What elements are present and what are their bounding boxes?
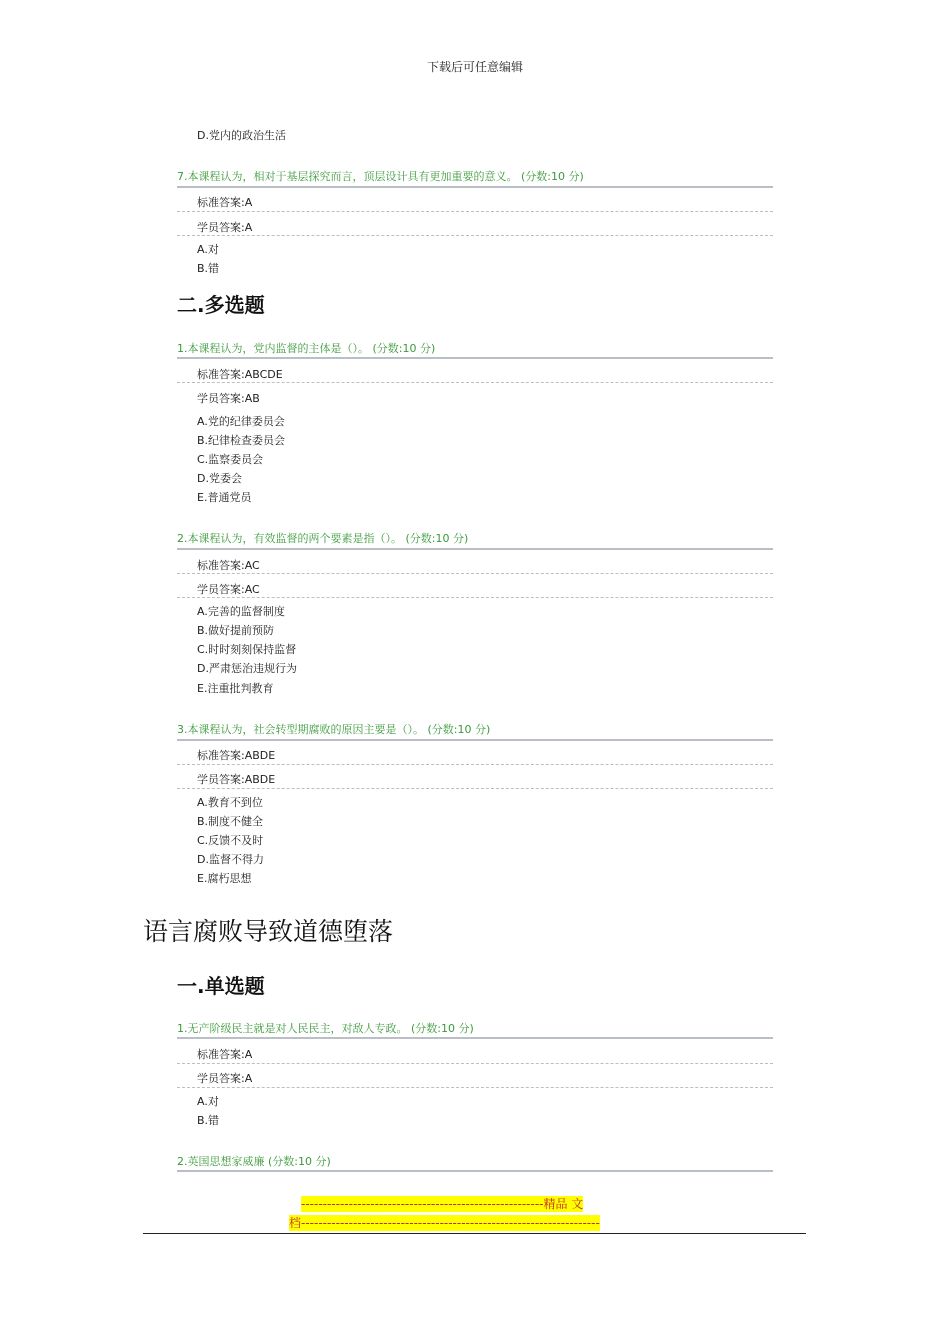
option-e: E.注重批判教育 xyxy=(197,682,274,695)
dashed-divider xyxy=(177,1087,773,1088)
divider xyxy=(177,357,773,359)
option-d: D.党委会 xyxy=(197,472,242,485)
student-answer: 学员答案:AC xyxy=(197,583,260,596)
option-d: D.监督不得力 xyxy=(197,853,264,866)
dashed-divider xyxy=(177,597,773,598)
option-b: B.错 xyxy=(197,262,220,275)
dashed-divider xyxy=(177,235,773,236)
standard-answer: 标准答案:ABCDE xyxy=(197,368,283,381)
footer-rule xyxy=(143,1233,806,1234)
divider xyxy=(177,739,773,741)
question-title: 1.无产阶级民主就是对人民民主，对敌人专政。 (分数:10 分) xyxy=(177,1022,474,1035)
student-answer: 学员答案:A xyxy=(197,221,253,234)
student-answer: 学员答案:A xyxy=(197,1072,253,1085)
option-b: B.做好提前预防 xyxy=(197,624,275,637)
divider xyxy=(177,186,773,188)
section-heading-multi: 二.多选题 xyxy=(177,293,265,317)
dashed-divider xyxy=(177,573,773,574)
student-answer: 学员答案:ABDE xyxy=(197,773,276,786)
option-e: E.腐朽思想 xyxy=(197,872,252,885)
question-title: 3.本课程认为，社会转型期腐败的原因主要是（）。 (分数:10 分) xyxy=(177,723,491,736)
question-title: 1.本课程认为，党内监督的主体是（）。 (分数:10 分) xyxy=(177,342,436,355)
option-c: C.反馈不及时 xyxy=(197,834,264,847)
dashed-divider xyxy=(177,764,773,765)
option-a: A.完善的监督制度 xyxy=(197,605,285,618)
question-title: 7.本课程认为，相对于基层探究而言，顶层设计具有更加重要的意义。 (分数:10 分) xyxy=(177,170,584,183)
dashed-divider xyxy=(177,382,773,383)
option-d: D.严肃惩治违规行为 xyxy=(197,662,297,675)
standard-answer: 标准答案:AC xyxy=(197,559,260,572)
footer-watermark-line2: 档--------------------------------------------------------------------- xyxy=(289,1216,600,1230)
dashed-divider xyxy=(177,1063,773,1064)
question-title: 2.英国思想家威廉 (分数:10 分) xyxy=(177,1155,331,1168)
option-c: C.监察委员会 xyxy=(197,453,264,466)
divider xyxy=(177,1037,773,1039)
section-heading-single: 一.单选题 xyxy=(177,974,265,998)
footer-watermark-line1: --------------------------------------------------------精品 文 xyxy=(301,1197,584,1211)
option-b: B.错 xyxy=(197,1114,220,1127)
option-a: A.对 xyxy=(197,1095,219,1108)
divider xyxy=(177,1170,773,1172)
option-c: C.时时刻刻保持监督 xyxy=(197,643,297,656)
option-a: A.对 xyxy=(197,243,219,256)
dashed-divider xyxy=(177,211,773,212)
standard-answer: 标准答案:ABDE xyxy=(197,749,276,762)
question-title: 2.本课程认为，有效监督的两个要素是指（）。 (分数:10 分) xyxy=(177,532,469,545)
page-header: 下载后可任意编辑 xyxy=(426,60,523,74)
option-b: B.制度不健全 xyxy=(197,815,264,828)
option-a: A.党的纪律委员会 xyxy=(197,415,285,428)
course-title: 语言腐败导致道德堕落 xyxy=(143,917,394,946)
standard-answer: 标准答案:A xyxy=(197,1048,253,1061)
student-answer: 学员答案:AB xyxy=(197,392,260,405)
dashed-divider xyxy=(177,788,773,789)
option-e: E.普通党员 xyxy=(197,491,252,504)
standard-answer: 标准答案:A xyxy=(197,196,253,209)
divider xyxy=(177,548,773,550)
option-a: A.教育不到位 xyxy=(197,796,263,809)
option-b: B.纪律检查委员会 xyxy=(197,434,286,447)
option-d: D.党内的政治生活 xyxy=(197,129,286,142)
